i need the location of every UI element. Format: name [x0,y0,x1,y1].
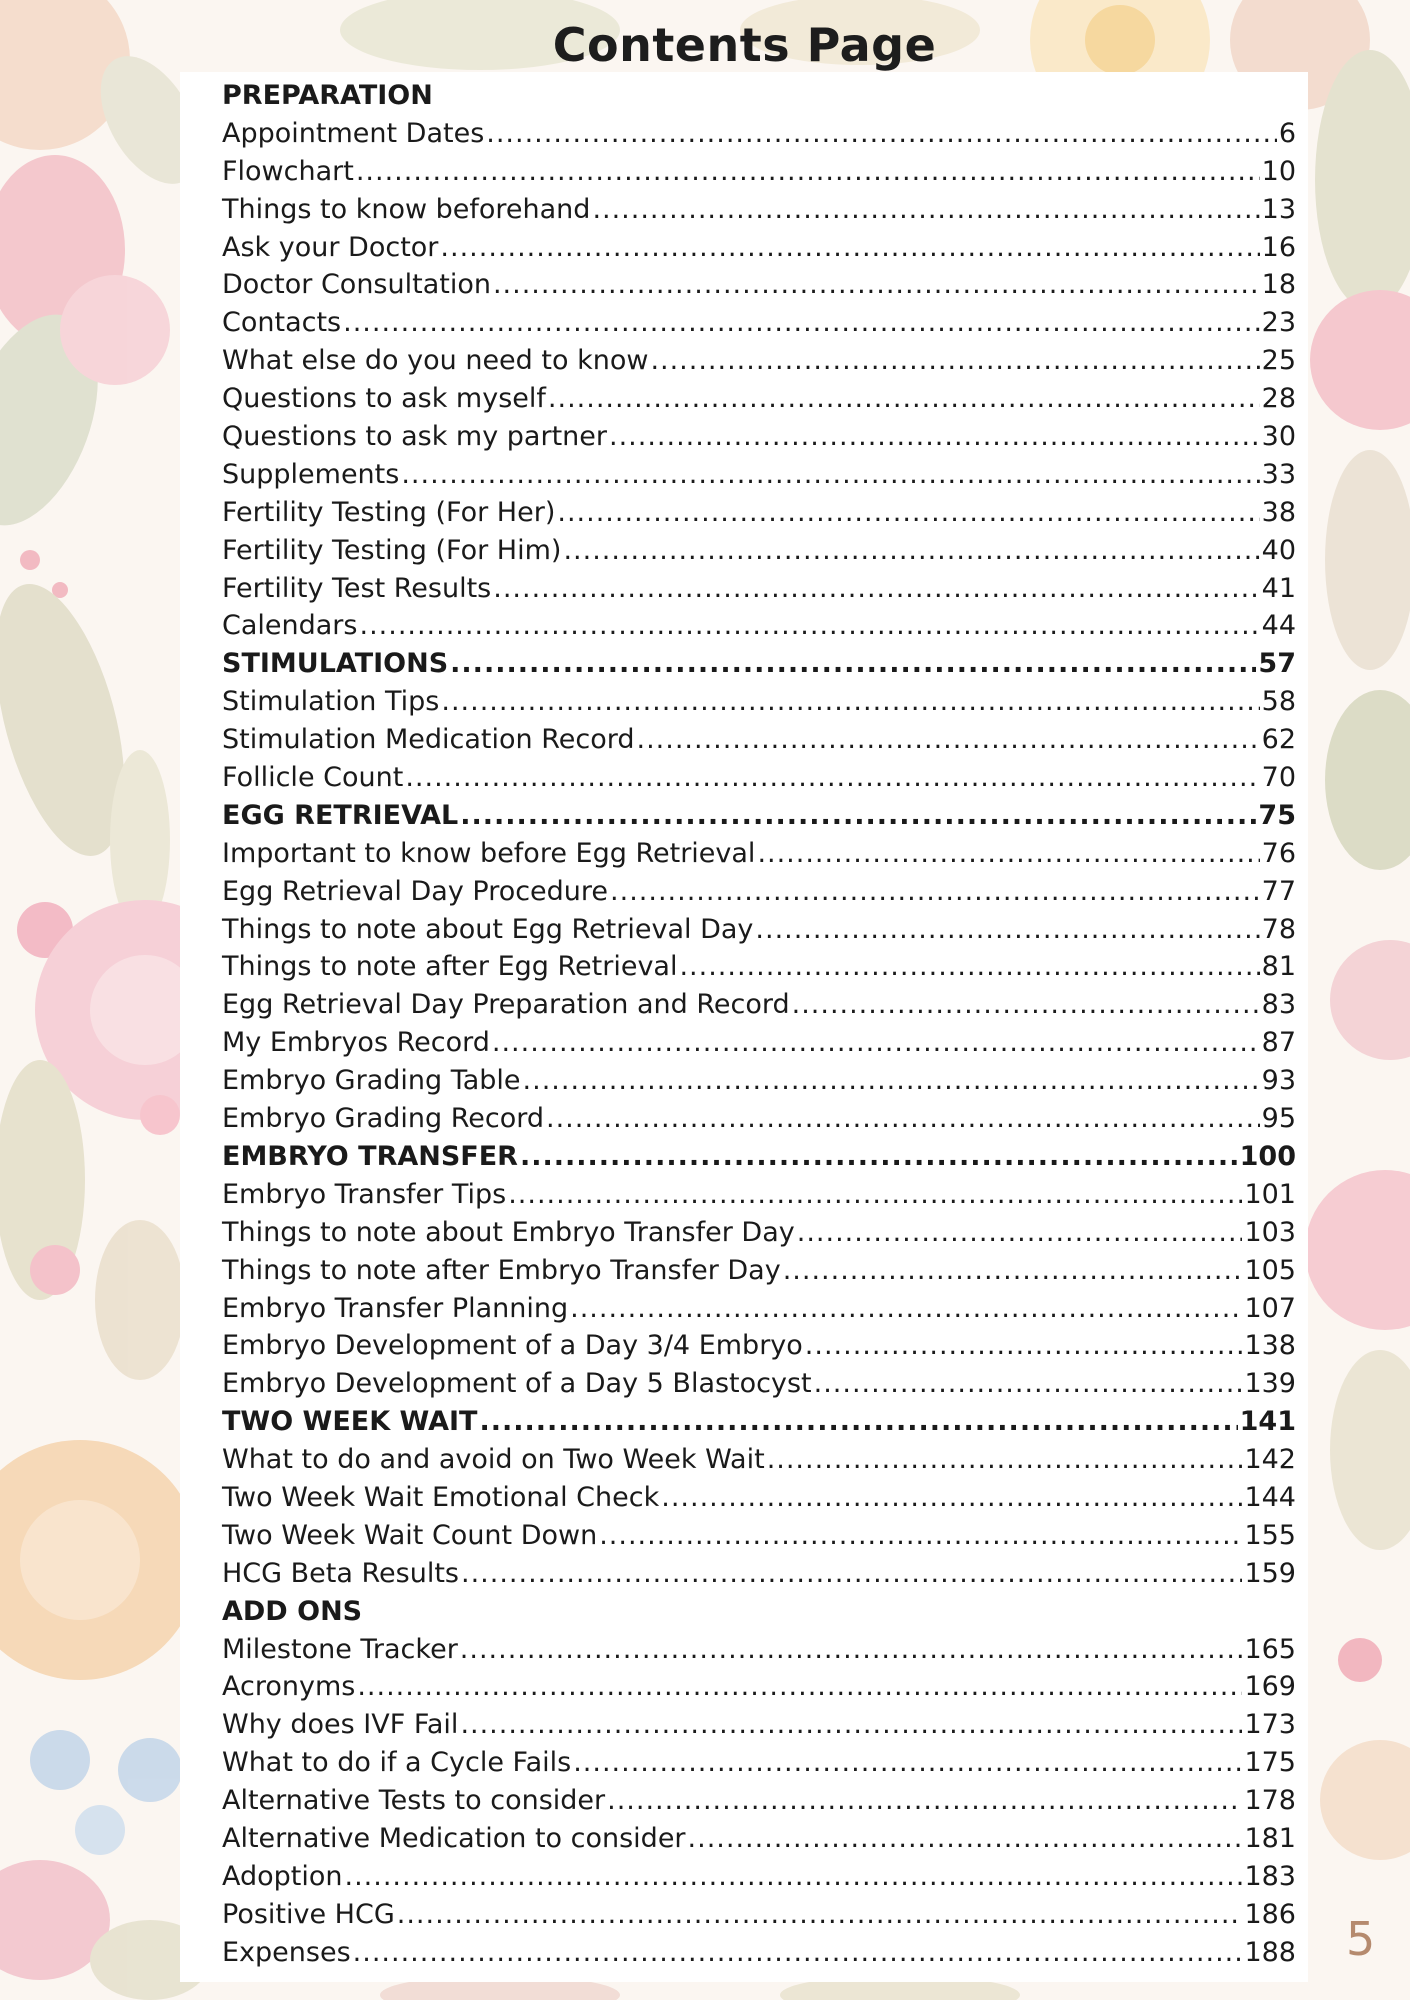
toc-entry[interactable] [222,456,1296,494]
toc-entry[interactable] [222,1176,1296,1214]
toc-entry-page: 10 [1261,155,1296,187]
toc-entry-label: Embryo Transfer Planning [222,1292,569,1324]
toc-entry-label: Positive HCG [222,1898,395,1930]
toc-entry[interactable] [222,1744,1296,1782]
toc-entry-label: Embryo Grading Table [222,1065,521,1097]
toc-leader-dots [609,418,1260,456]
toc-entry-label: Appointment Dates [222,117,485,149]
toc-entry[interactable] [222,759,1296,797]
toc-entry-page: 138 [1244,1330,1296,1362]
toc-leader-dots [401,456,1259,494]
toc-entry-page: 57 [1258,648,1296,680]
toc-entry-label: EMBRYO TRANSFER [222,1140,518,1172]
toc-entry[interactable] [222,948,1296,986]
toc-entry-page: 169 [1244,1671,1296,1703]
toc-leader-dots [637,721,1260,759]
toc-entry-page: 173 [1244,1709,1296,1741]
toc-entry-label: Embryo Transfer Tips [222,1178,507,1210]
toc-entry-page: 40 [1261,534,1296,566]
toc-entry-page: 87 [1261,1027,1296,1059]
toc-entry-label: Egg Retrieval Day Preparation and Record [222,989,790,1021]
toc-entry-label: Contacts [222,307,342,339]
toc-section-header [222,1593,1296,1631]
toc-entry[interactable] [222,1024,1296,1062]
toc-entry-label: HCG Beta Results [222,1557,460,1589]
toc-entry[interactable] [222,342,1296,380]
toc-entry-label: STIMULATIONS [222,648,449,680]
toc-entry-page: 78 [1261,913,1296,945]
toc-entry[interactable] [222,1934,1296,1972]
toc-entry-page: 75 [1258,799,1296,831]
toc-entry-label: Embryo Development of a Day 3/4 Embryo [222,1330,803,1362]
toc-leader-dots [607,1782,1242,1820]
toc-entry[interactable] [222,115,1296,153]
toc-entry-label: Fertility Test Results [222,572,492,604]
page-number: 5 [1346,1912,1376,1966]
toc-entry-page: 188 [1244,1936,1296,1968]
toc-section-entry[interactable] [222,645,1296,683]
toc-entry[interactable] [222,1896,1296,1934]
toc-entry-label: Egg Retrieval Day Procedure [222,875,609,907]
toc-entry-label: Adoption [222,1860,343,1892]
toc-entry[interactable] [222,1820,1296,1858]
toc-entry[interactable] [222,1479,1296,1517]
toc-leader-dots [563,532,1259,570]
toc-entry-label: Important to know before Egg Retrieval [222,837,756,869]
toc-entry-label: Calendars [222,610,358,642]
toc-entry[interactable] [222,1782,1296,1820]
toc-entry-label: Alternative Tests to consider [222,1785,606,1817]
toc-entry-label: Embryo Development of a Day 5 Blastocyst [222,1368,812,1400]
toc-entry-label: Acronyms [222,1671,356,1703]
toc-entry[interactable] [222,1706,1296,1744]
toc-entry-label: Flowchart [222,155,354,187]
toc-entry[interactable] [222,570,1296,608]
toc-leader-dots [650,342,1259,380]
toc-entry[interactable] [222,1517,1296,1555]
toc-entry-label: Questions to ask my partner [222,421,607,453]
toc-entry-page: 141 [1239,1406,1296,1438]
toc-entry-page: 165 [1244,1633,1296,1665]
toc-leader-dots [492,1024,1260,1062]
toc-leader-dots [520,1138,1238,1176]
toc-leader-dots [405,759,1259,797]
toc-leader-dots [557,494,1259,532]
toc-entry-page: 95 [1261,1103,1296,1135]
toc-entry[interactable] [222,835,1296,873]
toc-entry-page: 62 [1261,724,1296,756]
toc-leader-dots [493,570,1259,608]
toc-entry-label: Fertility Testing (For Him) [222,534,562,566]
toc-entry-label: Supplements [222,458,400,490]
toc-entry[interactable] [222,229,1296,267]
toc-entry-page: 6 [1278,117,1296,149]
toc-leader-dots [797,1214,1243,1252]
toc-leader-dots [356,153,1260,191]
toc-entry-page: 105 [1244,1254,1296,1286]
toc-entry-page: 107 [1244,1292,1296,1324]
toc-leader-dots [343,304,1260,342]
toc-entry-page: 33 [1261,458,1296,490]
toc-entry-page: 38 [1261,496,1296,528]
toc-leader-dots [688,1820,1243,1858]
page-title: Contents Page [552,18,937,72]
toc-entry-page: 83 [1261,989,1296,1021]
toc-entry-label: Stimulation Medication Record [222,724,635,756]
toc-leader-dots [450,645,1256,683]
toc-section-entry[interactable] [222,797,1296,835]
toc-entry[interactable] [222,1100,1296,1138]
toc-section-header [222,77,1296,115]
toc-entry[interactable] [222,494,1296,532]
toc-leader-dots [460,1631,1243,1669]
toc-entry-page: 76 [1261,837,1296,869]
toc-entry[interactable] [222,607,1296,645]
toc-entry[interactable] [222,1858,1296,1896]
toc-entry-label: Things to note about Embryo Transfer Day [222,1216,795,1248]
toc-entry-label: What to do if a Cycle Fails [222,1747,572,1779]
toc-entry[interactable] [222,986,1296,1024]
toc-entry-label: Things to note about Egg Retrieval Day [222,913,754,945]
toc-entry[interactable] [222,1062,1296,1100]
toc-entry-label: Why does IVF Fail [222,1709,459,1741]
table-of-contents [222,77,1296,1972]
toc-leader-dots [570,1290,1242,1328]
toc-leader-dots [461,1555,1242,1593]
toc-leader-dots [610,873,1260,911]
toc-entry-page: 101 [1244,1178,1296,1210]
toc-entry-label: What to do and avoid on Two Week Wait [222,1444,765,1476]
toc-entry-page: 58 [1261,686,1296,718]
toc-entry-label: Questions to ask myself [222,383,546,415]
toc-entry[interactable] [222,1365,1296,1403]
toc-entry[interactable] [222,1441,1296,1479]
toc-leader-dots [783,1252,1243,1290]
toc-entry-label: Stimulation Tips [222,686,440,718]
toc-entry[interactable] [222,1214,1296,1252]
toc-entry[interactable] [222,1327,1296,1365]
toc-leader-dots [508,1176,1242,1214]
toc-entry[interactable] [222,1555,1296,1593]
toc-leader-dots [805,1327,1243,1365]
toc-leader-dots [441,683,1259,721]
toc-entry-label: EGG RETRIEVAL [222,799,459,831]
toc-entry-page: 30 [1261,421,1296,453]
toc-entry-label: Doctor Consultation [222,269,491,301]
toc-entry[interactable] [222,418,1296,456]
toc-entry-page: 23 [1261,307,1296,339]
toc-entry-page: 41 [1261,572,1296,604]
toc-leader-dots [440,229,1259,267]
toc-entry[interactable] [222,721,1296,759]
toc-leader-dots [357,1668,1242,1706]
toc-entry-page: 100 [1239,1140,1296,1172]
toc-entry[interactable] [222,1631,1296,1669]
toc-entry-label: TWO WEEK WAIT [222,1406,478,1438]
toc-entry[interactable] [222,380,1296,418]
toc-entry[interactable] [222,911,1296,949]
toc-entry-page: 13 [1261,193,1296,225]
toc-entry[interactable] [222,683,1296,721]
toc-entry-page: 25 [1261,345,1296,377]
toc-entry-label: Fertility Testing (For Her) [222,496,556,528]
toc-entry-page: 44 [1261,610,1296,642]
toc-entry-label: Two Week Wait Count Down [222,1519,598,1551]
toc-leader-dots [592,191,1259,229]
toc-entry-label: Two Week Wait Emotional Check [222,1481,660,1513]
toc-entry-page: 144 [1244,1481,1296,1513]
toc-entry[interactable] [222,1668,1296,1706]
toc-entry[interactable] [222,304,1296,342]
toc-leader-dots [679,948,1259,986]
toc-leader-dots [486,115,1277,153]
toc-leader-dots [345,1858,1243,1896]
toc-entry-page: 175 [1244,1747,1296,1779]
toc-entry-page: 70 [1261,762,1296,794]
toc-entry-page: 159 [1244,1557,1296,1589]
toc-entry[interactable] [222,873,1296,911]
toc-section-entry[interactable] [222,1138,1296,1176]
toc-entry-label: Things to note after Embryo Transfer Day [222,1254,781,1286]
toc-leader-dots [493,266,1260,304]
toc-leader-dots [792,986,1260,1024]
toc-entry-label: ADD ONS [222,1595,363,1627]
toc-section-entry[interactable] [222,1403,1296,1441]
toc-leader-dots [599,1517,1242,1555]
toc-leader-dots [573,1744,1242,1782]
toc-entry-page: 183 [1244,1860,1296,1892]
toc-entry[interactable] [222,191,1296,229]
toc-entry-page: 28 [1261,383,1296,415]
toc-entry-label: Follicle Count [222,762,404,794]
toc-entry-page: 139 [1244,1368,1296,1400]
toc-entry-page: 181 [1244,1822,1296,1854]
toc-entry-page: 18 [1261,269,1296,301]
toc-entry[interactable] [222,532,1296,570]
toc-entry-page: 155 [1244,1519,1296,1551]
toc-entry-label: Embryo Grading Record [222,1103,545,1135]
toc-leader-dots [397,1896,1243,1934]
toc-entry-label: Things to know beforehand [222,193,591,225]
toc-leader-dots [814,1365,1243,1403]
toc-entry-page: 77 [1261,875,1296,907]
toc-entry-label: PREPARATION [222,80,433,111]
toc-entry-page: 142 [1244,1444,1296,1476]
toc-leader-dots [661,1479,1242,1517]
toc-entry[interactable] [222,266,1296,304]
toc-leader-dots [755,911,1259,949]
toc-entry-label: Milestone Tracker [222,1633,458,1665]
toc-leader-dots [523,1062,1260,1100]
toc-leader-dots [548,380,1260,418]
toc-entry-page: 178 [1244,1785,1296,1817]
toc-entry-label: Things to note after Egg Retrieval [222,951,678,983]
toc-entry[interactable] [222,153,1296,191]
toc-leader-dots [546,1100,1260,1138]
toc-entry-page: 16 [1261,231,1296,263]
toc-entry-label: What else do you need to know [222,345,649,377]
toc-leader-dots [757,835,1259,873]
toc-entry-page: 103 [1244,1216,1296,1248]
toc-leader-dots [479,1403,1237,1441]
toc-leader-dots [460,797,1256,835]
toc-entry-label: My Embryos Record [222,1027,490,1059]
toc-leader-dots [359,607,1259,645]
toc-leader-dots [767,1441,1243,1479]
toc-entry-page: 186 [1244,1898,1296,1930]
toc-entry[interactable] [222,1252,1296,1290]
toc-entry-label: Ask your Doctor [222,231,439,263]
toc-entry-page: 93 [1261,1065,1296,1097]
toc-entry[interactable] [222,1290,1296,1328]
toc-entry-page: 81 [1261,951,1296,983]
toc-leader-dots [353,1934,1243,1972]
toc-entry-label: Expenses [222,1936,351,1968]
toc-leader-dots [460,1706,1242,1744]
toc-entry-label: Alternative Medication to consider [222,1822,686,1854]
